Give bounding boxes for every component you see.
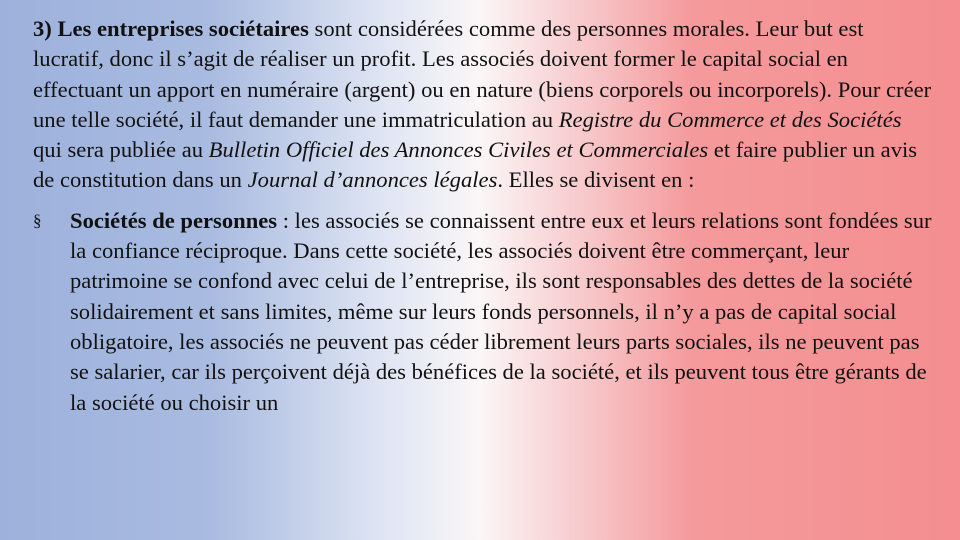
- intro-paragraph: [33, 14, 933, 196]
- bullet-item-societes-de-personnes: [33, 206, 933, 418]
- paragraph-text-2: qui sera publiée au: [33, 137, 209, 163]
- section-heading: 3) Les entreprises sociétaires: [33, 16, 309, 41]
- bullet-text: : les associés se connaissent entre eux et leurs relations sont fondées sur la confiance réciproque. Dans cette société, les associés doivent être commerçant, leur patrimoine se confond avec celui de l’entreprise, ils sont responsables des dettes de la société solidairement et sans limites, même sur leurs fonds personnels, il n’y a pas de capital social obligatoire, les associés ne peuvent pas céder librement leurs parts sociales, ils ne peuvent pas se salarier, car ils perçoivent déjà des bénéfices de la société, et ils peuvent tous être gérants de la société ou choisir un: [70, 207, 932, 415]
- paragraph-text-3: et faire publier un avis de constitution dans un: [33, 137, 918, 193]
- slide-content: [33, 14, 933, 540]
- registry-name: Registre du Commerce et des Sociétés: [558, 106, 902, 132]
- bulletin-name: Bulletin Officiel des Annonces Civiles et Commerciales: [208, 137, 709, 163]
- paragraph-text-4: . Elles se divisent en :: [497, 167, 695, 193]
- paragraph-text-1: sont considérées comme des personnes morales. Leur but est lucratif, donc il s’agit de réaliser un profit. Les associés doivent former le capital social en effectuant un apport en numéraire (argent) ou en nature (biens corporels ou incorporels). Pour créer une telle société, il faut demander une immatriculation au: [33, 16, 932, 132]
- bullet-marker-icon: §: [33, 210, 42, 230]
- journal-name: Journal d’annonces légales: [247, 167, 498, 193]
- bullet-title: Sociétés de personnes: [70, 207, 278, 233]
